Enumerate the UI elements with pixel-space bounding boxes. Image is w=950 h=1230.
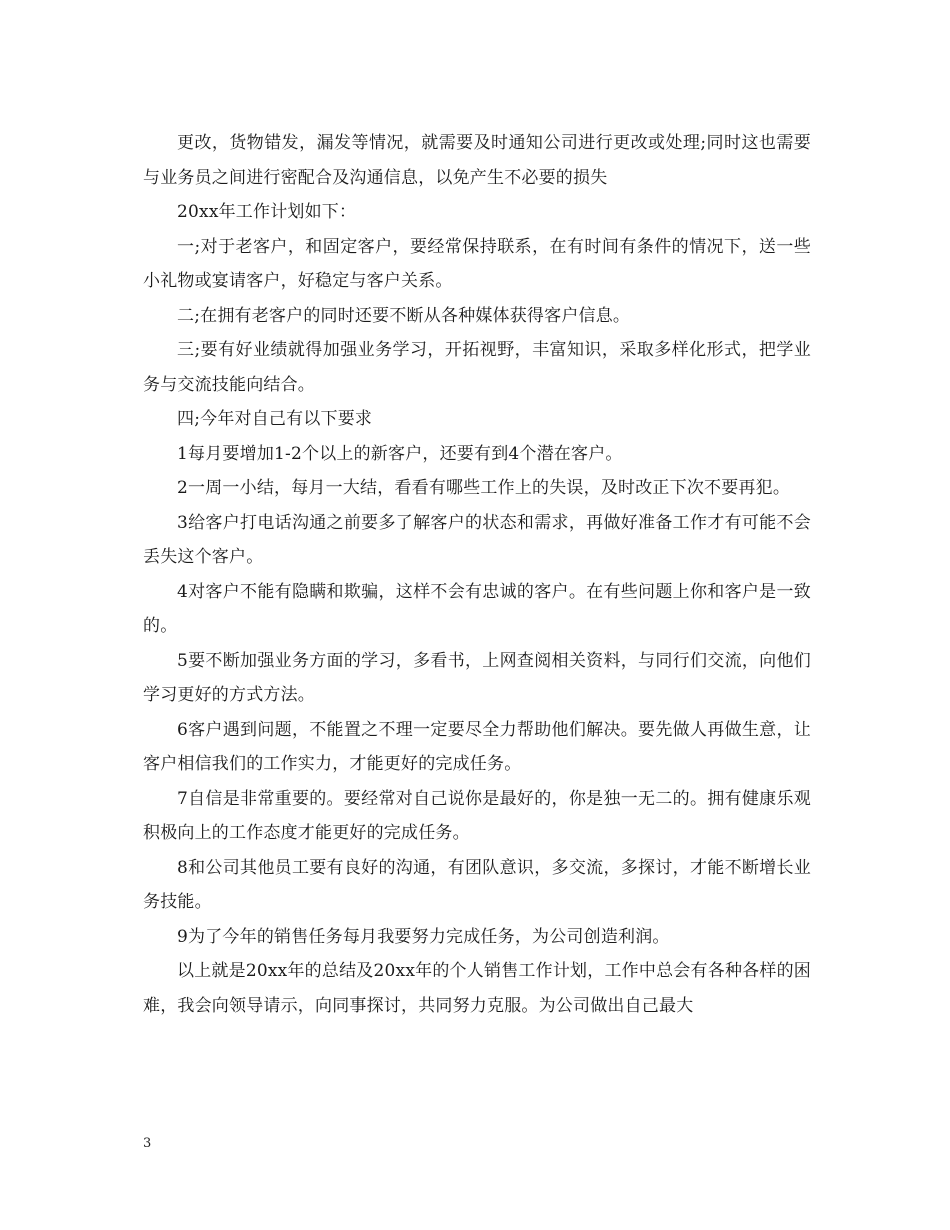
document-body <box>143 126 811 1023</box>
paragraph-item-2-media: 二;在拥有老客户的同时还要不断从各种媒体获得客户信息。 <box>177 305 631 326</box>
page-number: 3 <box>143 1136 152 1151</box>
paragraph-notify-company: 更改，货物错发，漏发等情况，就需要及时通知公司进行更改或处理;同时这也需要与业务员之间进行密配合及沟通信息，以免产生不必要的损失 <box>143 133 811 188</box>
paragraph-item-3-learning: 三;要有好业绩就得加强业务学习，开拓视野，丰富知识，采取多样化形式，把学业务与交流技能向结合。 <box>143 340 811 395</box>
paragraph-plan-heading: 20xx年工作计划如下： <box>177 202 357 222</box>
paragraph-req-6: 6客户遇到问题，不能置之不理一定要尽全力帮助他们解决。要先做人再做生意，让客户相信我们的工作实力，才能更好的完成任务。 <box>143 719 811 774</box>
paragraph-req-1: 1每月要增加1-2个以上的新客户，还要有到4个潜在客户。 <box>177 443 623 464</box>
paragraph-req-5: 5要不断加强业务方面的学习，多看书，上网查阅相关资料，与同行们交流，向他们学习更好的方式方法。 <box>143 650 811 705</box>
paragraph-req-3: 3给客户打电话沟通之前要多了解客户的状态和需求，再做好准备工作才有可能不会丢失这个客户。 <box>143 512 811 567</box>
paragraph-req-9: 9为了今年的销售任务每月我要努力完成任务，为公司创造利润。 <box>177 926 670 947</box>
paragraph-req-2: 2一周一小结，每月一大结，看看有哪些工作上的失误，及时改正下次不要再犯。 <box>177 478 791 498</box>
paragraph-req-8: 8和公司其他员工要有良好的沟通，有团队意识，多交流，多探讨，才能不断增长业务技能。 <box>143 857 811 912</box>
paragraph-req-4: 4对客户不能有隐瞒和欺骗，这样不会有忠诚的客户。在有些问题上你和客户是一致的。 <box>143 581 811 636</box>
paragraph-req-7: 7自信是非常重要的。要经常对自己说你是最好的，你是独一无二的。拥有健康乐观积极向上的工作态度才能更好的完成任务。 <box>143 788 811 843</box>
paragraph-item-1-old-clients: 一;对于老客户，和固定客户，要经常保持联系，在有时间有条件的情况下，送一些小礼物或宴请客户，好稳定与客户关系。 <box>143 236 811 291</box>
paragraph-item-4-requirements: 四;今年对自己有以下要求 <box>177 409 373 429</box>
paragraph-summary: 以上就是20xx年的总结及20xx年的个人销售工作计划，工作中总会有各种各样的困难，我会向领导请示，向同事探讨，共同努力克服。为公司做出自己最大 <box>143 961 811 1016</box>
